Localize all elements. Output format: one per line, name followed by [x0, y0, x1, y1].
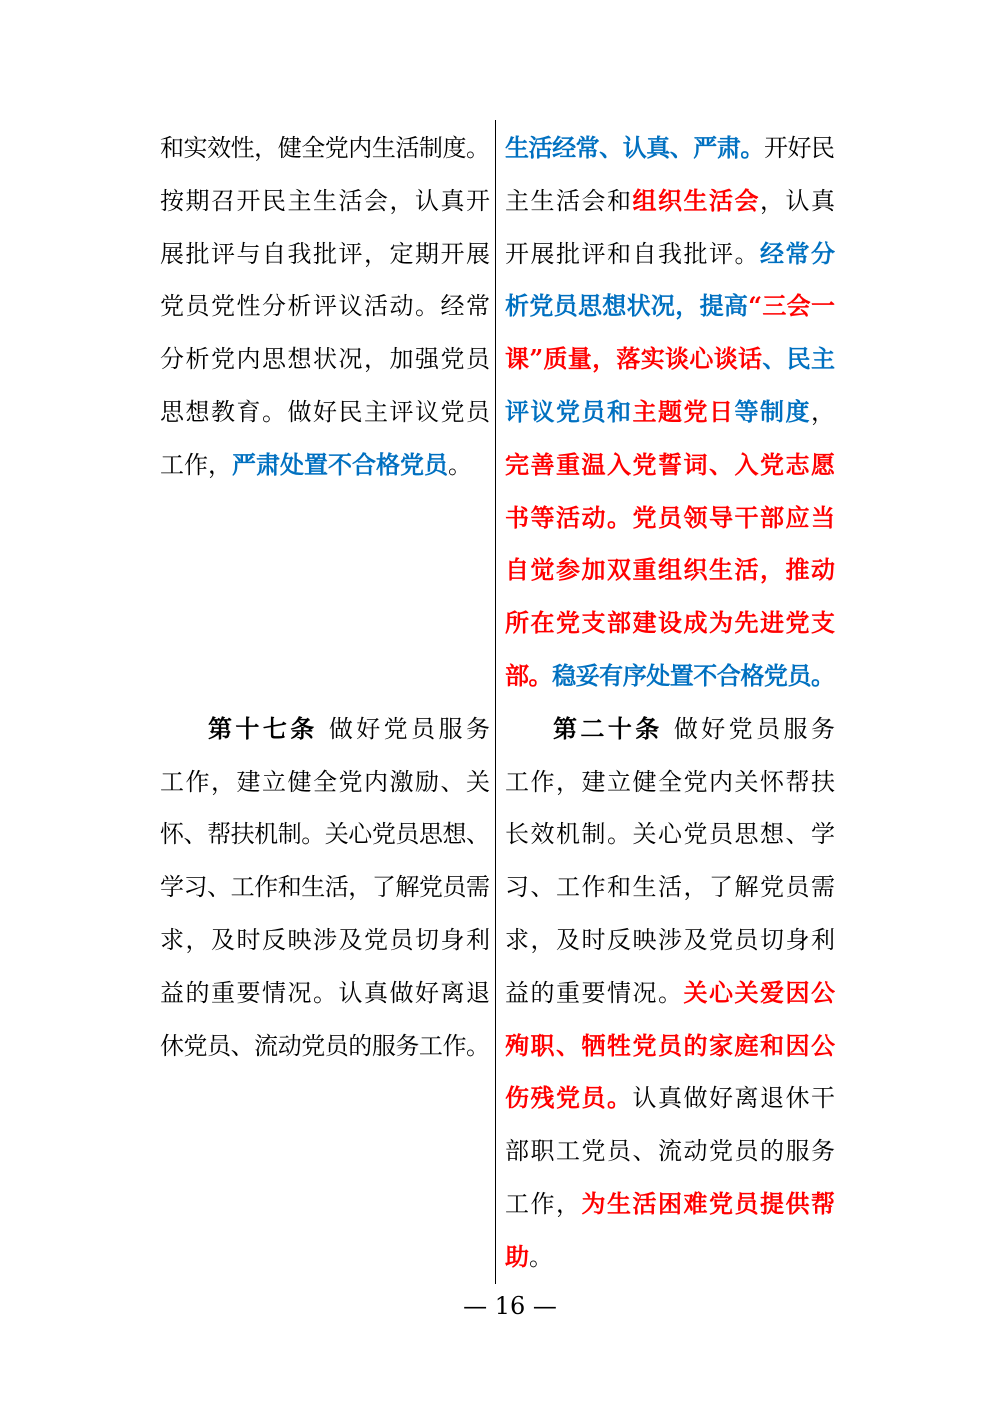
text-run: 党员党性分析评议活动。经常: [160, 292, 492, 321]
text-line-content: [505, 1178, 837, 1231]
blue-highlight-text: 经常分: [760, 238, 837, 268]
text-run: 工作，: [160, 450, 232, 479]
text-line-content: [160, 808, 490, 861]
red-highlight-text: “三会一: [748, 291, 836, 321]
text-line: [505, 1178, 835, 1231]
text-run: ，认真: [760, 186, 837, 215]
text-line: [160, 175, 490, 228]
article-number: 第十七条: [208, 713, 318, 743]
red-highlight-text: 殉职、牺牲党员的家庭和因公: [505, 1030, 837, 1060]
text-line: [505, 650, 835, 703]
red-highlight-text: 所在党支部建设成为先进党支: [505, 608, 837, 638]
text-line-content: [505, 175, 837, 228]
blue-highlight-text: 、民主: [762, 344, 836, 374]
text-line: [160, 228, 490, 281]
text-line-content: [505, 756, 837, 809]
left-column-section-1: [160, 122, 490, 492]
text-line: [505, 386, 835, 439]
text-line: [505, 333, 835, 386]
text-run: 展批评与自我批评，定期开展: [160, 239, 492, 268]
text-line: [505, 175, 835, 228]
text-line-content: [160, 861, 490, 914]
text-line-content: [505, 386, 837, 439]
text-line-content: [505, 1231, 553, 1284]
text-run: 。: [448, 450, 472, 479]
text-run: 开展批评和自我批评。: [505, 239, 760, 268]
text-line-content: [505, 1072, 837, 1125]
text-line-content: [505, 1020, 837, 1073]
text-line: [505, 703, 839, 756]
text-run: 认真做好离退休干: [632, 1084, 837, 1113]
blue-highlight-text: 评议党员和: [505, 396, 633, 426]
text-run: 做好党员服务: [317, 714, 494, 743]
text-line: [505, 756, 835, 809]
text-line-content: [160, 175, 492, 228]
red-highlight-text: 部。: [505, 660, 553, 690]
blue-highlight-text: 析党员思想状况，提高: [505, 291, 749, 321]
text-line-content: [505, 122, 835, 175]
red-highlight-text: 组织生活会: [632, 185, 760, 215]
text-line: [160, 386, 490, 439]
blue-highlight-text: 严肃处置不合格党员: [232, 449, 448, 479]
text-line: [505, 228, 835, 281]
text-line: [160, 914, 490, 967]
text-run: 益的重要情况。: [505, 978, 684, 1007]
red-highlight-text: 伤残党员。: [505, 1083, 633, 1113]
text-line-content: [160, 280, 492, 333]
text-line-content: [505, 492, 837, 545]
text-line-content: [505, 544, 837, 597]
text-run: 开好民: [763, 134, 835, 162]
text-line-content: [160, 333, 492, 386]
page-number: — 16 —: [463, 1292, 557, 1320]
text-line: [505, 808, 835, 861]
text-run: 习、工作和生活，了解党员需: [505, 873, 837, 902]
text-run: 主生活会和: [505, 186, 633, 215]
right-column-section-1: [505, 122, 835, 703]
blue-highlight-text: 生活经常、认真、严肃。: [505, 133, 764, 162]
text-line-content: [505, 333, 835, 386]
text-line: [505, 492, 835, 545]
text-line: [160, 756, 490, 809]
text-line: [160, 122, 490, 175]
text-run: 工作，建立健全党内激励、关: [160, 767, 492, 796]
left-column-section-2: [160, 703, 494, 1073]
text-line: [505, 122, 835, 175]
text-line: [505, 967, 835, 1020]
text-line-content: [160, 122, 490, 175]
text-line: [505, 914, 835, 967]
red-highlight-text: 关心关爱因公: [683, 977, 837, 1007]
text-line-content: [160, 756, 492, 809]
red-highlight-text: 为生活困难党员提供帮: [581, 1188, 837, 1218]
text-line-content: [505, 861, 837, 914]
right-column-section-2: [505, 703, 839, 1284]
text-line-content: [505, 228, 837, 281]
article-number: 第二十条: [553, 713, 663, 743]
text-line: [505, 439, 835, 492]
text-line: [505, 1072, 835, 1125]
text-line: [160, 703, 494, 756]
red-highlight-text: 主题党日: [632, 396, 735, 426]
text-line: [505, 1231, 835, 1284]
text-line-content: [160, 967, 492, 1020]
text-run: ，: [811, 397, 837, 426]
text-line: [160, 1020, 490, 1073]
text-line: [160, 861, 490, 914]
comparison-table: [160, 122, 839, 1284]
text-line: [505, 1125, 835, 1178]
text-line-content: [505, 914, 837, 967]
text-line-content: [505, 808, 837, 861]
text-line-content: [160, 228, 492, 281]
text-line: [505, 280, 835, 333]
text-line: [160, 280, 490, 333]
text-run: 分析党内思想状况，加强党员: [160, 345, 492, 374]
red-highlight-text: 完善重温入党誓词、入党志愿: [505, 449, 837, 479]
text-line: [505, 861, 835, 914]
text-line-content: [160, 1020, 490, 1073]
text-line-content: [160, 386, 492, 439]
text-line-content: [505, 967, 837, 1020]
text-line-content: [505, 280, 835, 333]
text-run: 工作，建立健全党内关怀帮扶: [505, 767, 837, 796]
red-highlight-text: 助: [505, 1241, 529, 1271]
blue-highlight-text: 稳妥有序处置不合格党员。: [552, 660, 835, 690]
text-run: 部职工党员、流动党员的服务: [505, 1137, 837, 1166]
text-run: 。: [529, 1242, 553, 1271]
text-line-content: [160, 439, 472, 492]
text-run: 益的重要情况。认真做好离退: [160, 978, 492, 1007]
red-highlight-text: 自觉参加双重组织生活，推动: [505, 555, 837, 585]
text-line-content: [160, 914, 492, 967]
text-line: [160, 967, 490, 1020]
text-run: 和实效性，健全党内生活制度。: [160, 134, 490, 162]
text-line: [160, 808, 490, 861]
text-line-content: [505, 1125, 837, 1178]
text-run: 工作，: [505, 1189, 582, 1218]
text-run: 学习、工作和生活，了解党员需: [160, 873, 490, 902]
text-run: 思想教育。做好民主评议党员: [160, 397, 492, 426]
text-run: 做好党员服务: [662, 714, 839, 743]
text-run: 求，及时反映涉及党员切身利: [505, 925, 837, 954]
text-run: 怀、帮扶机制。关心党员思想、: [160, 820, 490, 849]
text-line-content: [505, 439, 837, 492]
text-line-content: [505, 597, 837, 650]
blue-highlight-text: 等制度: [734, 396, 811, 426]
text-run: 长效机制。关心党员思想、学: [505, 820, 837, 849]
text-line: [505, 544, 835, 597]
text-run: 休党员、流动党员的服务工作。: [160, 1031, 490, 1060]
text-line: [160, 439, 490, 492]
red-highlight-text: 课”质量，落实谈心谈话: [505, 344, 763, 374]
column-divider: [495, 120, 496, 1284]
text-line: [505, 1020, 835, 1073]
text-line-content: [208, 703, 493, 756]
text-line: [160, 333, 490, 386]
red-highlight-text: 书等活动。党员领导干部应当: [505, 502, 837, 532]
text-line-content: [505, 650, 835, 703]
text-run: 求，及时反映涉及党员切身利: [160, 925, 492, 954]
text-run: 按期召开民主生活会，认真开: [160, 186, 492, 215]
text-line: [505, 597, 835, 650]
text-line-content: [553, 703, 838, 756]
